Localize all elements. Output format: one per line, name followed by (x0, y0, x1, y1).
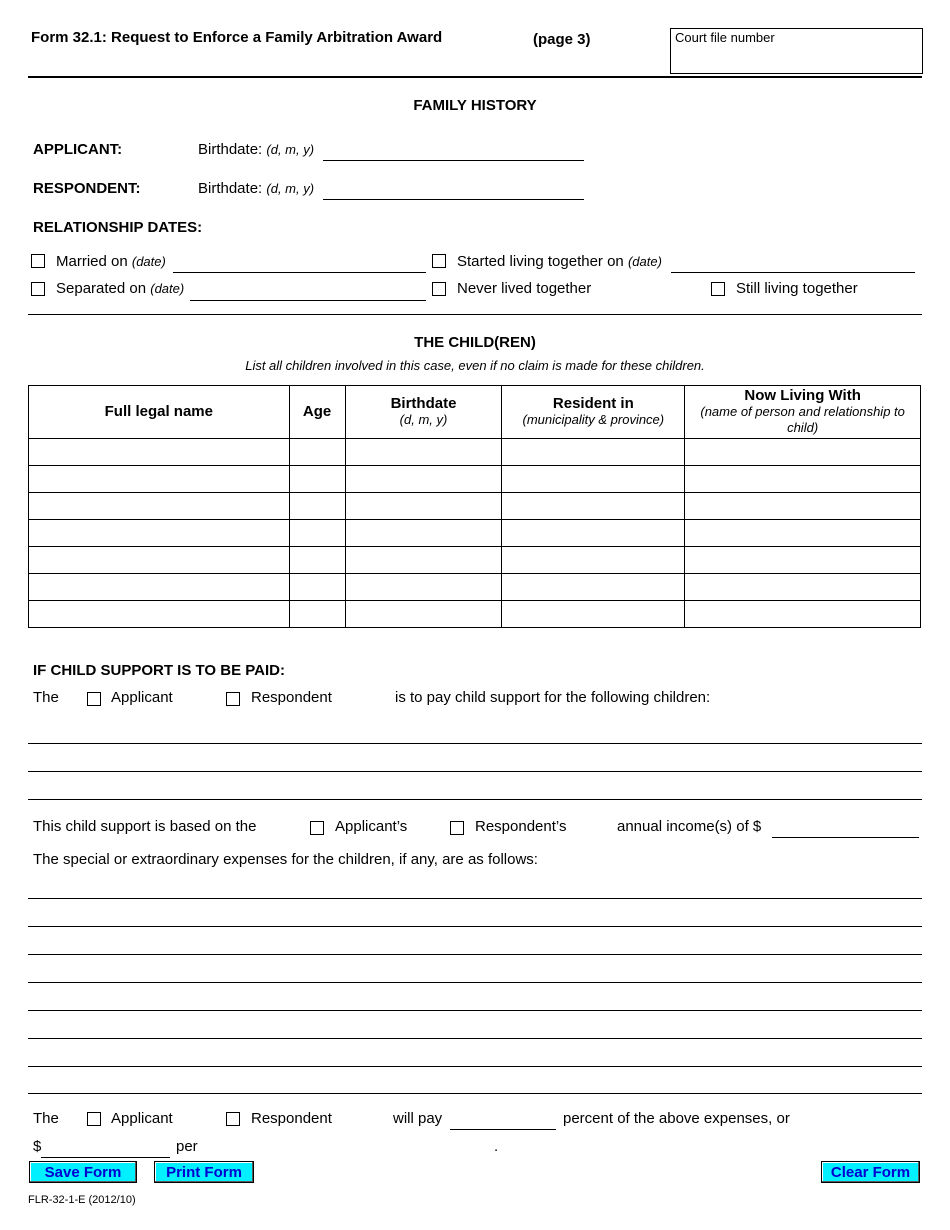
married-on-label: Married on (date) (56, 253, 166, 270)
period-mark: . (494, 1138, 499, 1155)
col-birthdate: Birthdate (d, m, y) (345, 386, 502, 439)
table-cell[interactable] (502, 466, 685, 493)
table-cell[interactable] (685, 439, 921, 466)
table-cell[interactable] (685, 574, 921, 601)
header-rule (28, 76, 922, 78)
col-full-legal-name: Full legal name (29, 386, 290, 439)
children-table-header (29, 386, 921, 439)
table-cell[interactable] (345, 520, 502, 547)
court-file-label: Court file number (675, 30, 775, 45)
print-form-button[interactable]: Print Form (154, 1161, 254, 1183)
support-the-label: The (33, 689, 59, 706)
table-cell[interactable] (502, 574, 685, 601)
table-cell[interactable] (685, 466, 921, 493)
dollar-label: $ (33, 1138, 42, 1155)
applicant-birthdate-label: Birthdate: (d, m, y) (198, 141, 315, 158)
separated-checkbox[interactable] (31, 282, 45, 296)
will-pay-label: will pay (393, 1110, 443, 1127)
applicant-label: APPLICANT: (33, 141, 123, 158)
expenses-line-8[interactable] (28, 1093, 922, 1094)
applicants-income-checkbox[interactable] (310, 821, 324, 835)
expenses-respondent-label: Respondent (251, 1110, 332, 1127)
started-living-checkbox[interactable] (432, 254, 446, 268)
expenses-respondent-checkbox[interactable] (226, 1112, 240, 1126)
never-lived-checkbox[interactable] (432, 282, 446, 296)
expenses-line-4[interactable] (28, 982, 922, 983)
table-cell[interactable] (345, 601, 502, 628)
children-line-2[interactable] (28, 771, 922, 772)
col-age: Age (289, 386, 345, 439)
never-lived-label: Never lived together (457, 280, 592, 297)
section-divider (28, 314, 922, 315)
based-on-label: This child support is based on the (33, 818, 257, 835)
still-living-checkbox[interactable] (711, 282, 725, 296)
form-title: Form 32.1: Request to Enforce a Family Arbitration Award (31, 29, 443, 46)
table-cell[interactable] (29, 601, 290, 628)
table-cell[interactable] (29, 493, 290, 520)
table-row (29, 493, 921, 520)
per-label: per (176, 1138, 198, 1155)
table-cell[interactable] (502, 493, 685, 520)
children-instruction: List all children involved in this case, even if no claim is made for these children. (245, 358, 705, 373)
applicant-birthdate-field[interactable] (323, 160, 584, 161)
started-living-date-field[interactable] (671, 272, 915, 273)
married-date-field[interactable] (173, 272, 426, 273)
support-applicant-checkbox[interactable] (87, 692, 101, 706)
table-cell[interactable] (29, 547, 290, 574)
table-cell[interactable] (29, 439, 290, 466)
table-cell[interactable] (345, 493, 502, 520)
table-cell[interactable] (289, 493, 345, 520)
table-cell[interactable] (289, 520, 345, 547)
table-row (29, 466, 921, 493)
form-code: FLR-32-1-E (2012/10) (28, 1194, 136, 1206)
separated-on-label: Separated on (date) (56, 280, 185, 297)
annual-income-label: annual income(s) of $ (617, 818, 762, 835)
table-row (29, 574, 921, 601)
relationship-dates-title: RELATIONSHIP DATES: (33, 219, 203, 236)
still-living-label: Still living together (736, 280, 858, 297)
save-form-button[interactable]: Save Form (29, 1161, 137, 1183)
table-cell[interactable] (289, 601, 345, 628)
annual-income-field[interactable] (772, 837, 919, 838)
table-cell[interactable] (29, 574, 290, 601)
table-row (29, 439, 921, 466)
special-expenses-label: The special or extraordinary expenses for the children, if any, are as follows: (33, 851, 538, 868)
table-cell[interactable] (345, 547, 502, 574)
support-respondent-label: Respondent (251, 689, 332, 706)
respondent-birthdate-field[interactable] (323, 199, 584, 200)
table-cell[interactable] (345, 466, 502, 493)
expenses-line-7[interactable] (28, 1066, 922, 1067)
children-title: THE CHILD(REN) (414, 334, 536, 351)
support-respondent-checkbox[interactable] (226, 692, 240, 706)
clear-form-button[interactable]: Clear Form (821, 1161, 920, 1183)
support-applicant-label: Applicant (111, 689, 173, 706)
table-cell[interactable] (502, 601, 685, 628)
table-cell[interactable] (502, 547, 685, 574)
family-history-title: FAMILY HISTORY (413, 97, 537, 114)
table-cell[interactable] (345, 439, 502, 466)
expenses-line-2[interactable] (28, 926, 922, 927)
children-line-3[interactable] (28, 799, 922, 800)
table-cell[interactable] (29, 520, 290, 547)
page-number: (page 3) (533, 31, 591, 48)
respondents-income-label: Respondent’s (475, 818, 567, 835)
table-cell[interactable] (289, 439, 345, 466)
table-row (29, 601, 921, 628)
col-resident-in: Resident in (municipality & province) (502, 386, 685, 439)
expenses-line-3[interactable] (28, 954, 922, 955)
expenses-line-6[interactable] (28, 1038, 922, 1039)
children-line-1[interactable] (28, 743, 922, 744)
table-cell[interactable] (685, 493, 921, 520)
table-cell[interactable] (502, 439, 685, 466)
percent-text: percent of the above expenses, or (563, 1110, 790, 1127)
percent-field[interactable] (450, 1129, 556, 1130)
child-support-title: IF CHILD SUPPORT IS TO BE PAID: (33, 662, 285, 679)
expenses-applicant-checkbox[interactable] (87, 1112, 101, 1126)
table-cell[interactable] (289, 574, 345, 601)
table-cell[interactable] (289, 466, 345, 493)
children-table (28, 385, 921, 628)
expenses-line-1[interactable] (28, 898, 922, 899)
started-living-label: Started living together on (date) (457, 253, 662, 270)
applicants-income-label: Applicant’s (335, 818, 408, 835)
respondent-birthdate-label: Birthdate: (d, m, y) (198, 180, 315, 197)
amount-field[interactable] (41, 1157, 170, 1158)
table-cell[interactable] (502, 520, 685, 547)
expenses-the-label: The (33, 1110, 59, 1127)
col-now-living-with: Now Living With (name of person and relationship to child) (685, 386, 921, 439)
court-file-number-field[interactable] (670, 28, 923, 74)
expenses-line-5[interactable] (28, 1010, 922, 1011)
respondent-label: RESPONDENT: (33, 180, 141, 197)
table-row (29, 520, 921, 547)
table-cell[interactable] (289, 547, 345, 574)
table-cell[interactable] (685, 601, 921, 628)
table-cell[interactable] (685, 547, 921, 574)
support-pay-text: is to pay child support for the following children: (395, 689, 711, 706)
table-row (29, 547, 921, 574)
table-cell[interactable] (29, 466, 290, 493)
separated-date-field[interactable] (190, 300, 426, 301)
table-cell[interactable] (345, 574, 502, 601)
respondents-income-checkbox[interactable] (450, 821, 464, 835)
table-cell[interactable] (685, 520, 921, 547)
expenses-applicant-label: Applicant (111, 1110, 173, 1127)
married-checkbox[interactable] (31, 254, 45, 268)
